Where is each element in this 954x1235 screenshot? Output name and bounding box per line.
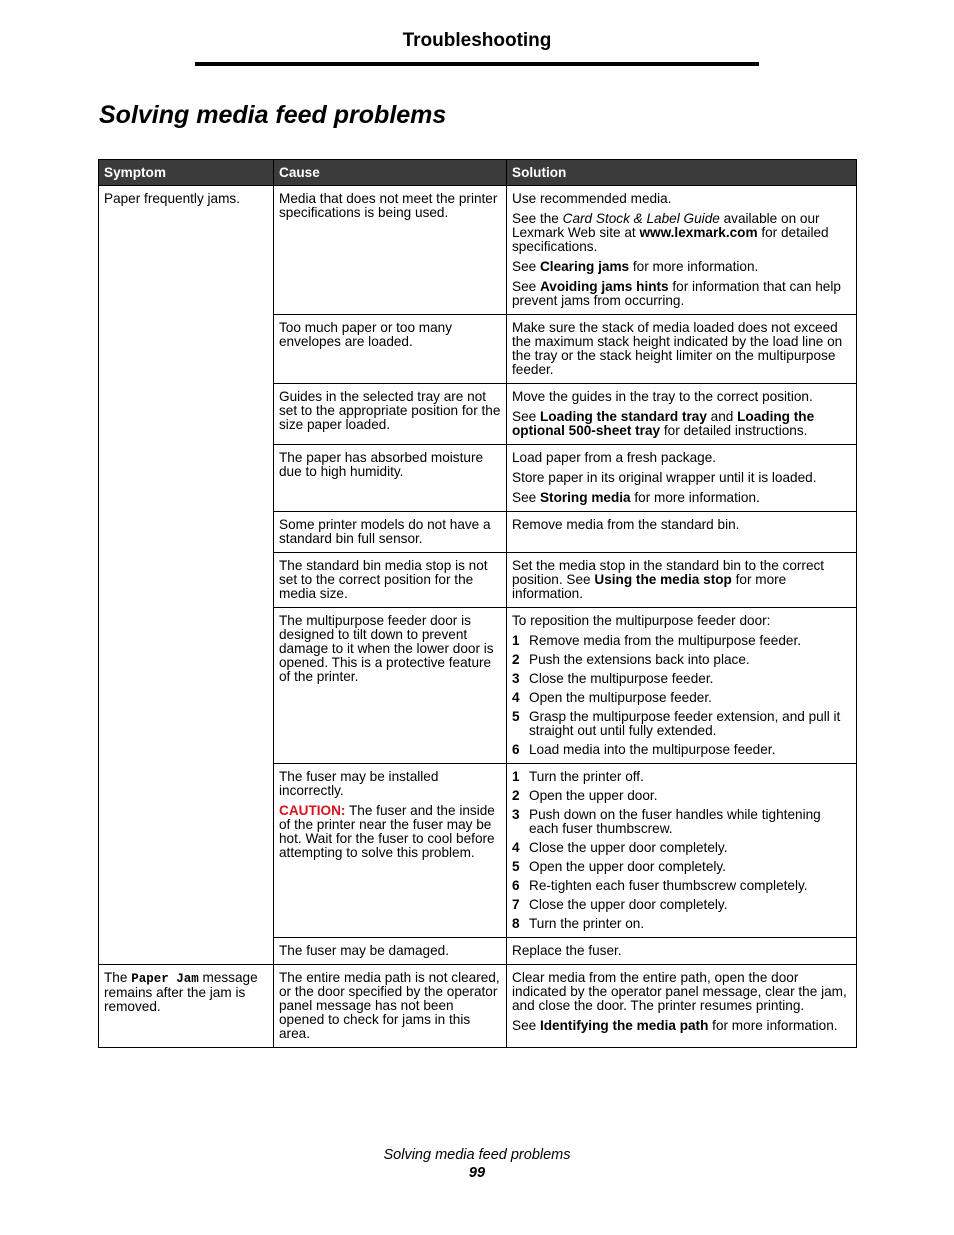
running-header: Troubleshooting — [402, 30, 552, 51]
cause-cell: Guides in the selected tray are not set to the appropriate position for the size paper loaded. — [274, 384, 507, 445]
list-item: 2 Open the upper door. — [512, 788, 658, 803]
solution-cell: Make sure the stack of media loaded does not exceed the maximum stack height indicated by the load line on the tray or the stack height limiter on the multipurpose feeder. — [507, 315, 857, 384]
list-item: 2 Push the extensions back into place. — [512, 652, 750, 667]
cross-reference-link[interactable]: Avoiding jams hints — [539, 279, 669, 294]
solution-intro: To reposition the multipurpose feeder door: — [512, 613, 771, 628]
solution-text: Use recommended media. — [512, 191, 672, 206]
cross-reference-link[interactable]: Storing media — [539, 490, 631, 505]
header-rule — [195, 62, 759, 66]
solution-cell: Remove media from the standard bin. — [507, 512, 857, 553]
cause-cell: The multipurpose feeder door is designed to tilt down to prevent damage to it when the lower door is opened. This is a protective feature of the printer. — [274, 608, 507, 764]
page-number: 99 — [468, 1165, 486, 1181]
list-item: 3 Push down on the fuser handles while tightening each fuser thumbscrew. — [512, 807, 821, 836]
solution-text: See the Card Stock & Label Guide available on our Lexmark Web site at www.lexmark.com for detailed specifications. — [512, 211, 829, 254]
caution-label: CAUTION: — [279, 803, 346, 818]
cross-reference-link[interactable]: Using the media stop — [594, 572, 732, 587]
cause-cell: Some printer models do not have a standard bin full sensor. — [274, 512, 507, 553]
page-title: Solving media feed problems — [99, 101, 447, 129]
list-item: 5 Grasp the multipurpose feeder extension, and pull it straight out until fully extended. — [512, 709, 841, 738]
solution-text: See Avoiding jams hints for information that can help prevent jams from occurring. — [512, 279, 841, 308]
symptom-cell: The Paper Jam message remains after the jam is removed. — [99, 965, 274, 1048]
list-item: 8 Turn the printer on. — [512, 916, 645, 931]
table-header-row — [99, 160, 857, 186]
solution-cell — [507, 384, 857, 445]
step-list — [512, 770, 851, 931]
solution-cell — [507, 764, 857, 938]
list-item: 3 Close the multipurpose feeder. — [512, 671, 714, 686]
solution-text: See Clearing jams for more information. — [512, 259, 759, 274]
solution-text: Load paper from a fresh package. — [512, 450, 717, 465]
cause-cell: Too much paper or too many envelopes are loaded. — [274, 315, 507, 384]
cross-reference-link[interactable]: Loading the standard tray — [539, 409, 707, 424]
solution-cell — [507, 965, 857, 1048]
solution-cell — [507, 608, 857, 764]
symptom-cell: Paper frequently jams. — [99, 186, 274, 965]
cross-reference-link[interactable]: Identifying the media path — [539, 1018, 709, 1033]
troubleshooting-table — [98, 159, 857, 1048]
header-symptom: Symptom — [99, 160, 274, 186]
step-list — [512, 634, 851, 757]
solution-cell — [507, 186, 857, 315]
cause-cell: Media that does not meet the printer specifications is being used. — [274, 186, 507, 315]
solution-cell — [507, 445, 857, 512]
guide-reference: Card Stock & Label Guide — [562, 211, 720, 226]
list-item: 4 Close the upper door completely. — [512, 840, 728, 855]
cross-reference-link[interactable]: Clearing jams — [539, 259, 630, 274]
list-item: 7 Close the upper door completely. — [512, 897, 728, 912]
header-solution: Solution — [507, 160, 857, 186]
cause-cell — [274, 764, 507, 938]
list-item: 1 Remove media from the multipurpose feeder. — [512, 633, 802, 648]
website-link[interactable]: www.lexmark.com — [639, 225, 758, 240]
cause-cell: The standard bin media stop is not set to the correct position for the media size. — [274, 553, 507, 608]
list-item: 6 Re-tighten each fuser thumbscrew completely. — [512, 878, 808, 893]
list-item: 5 Open the upper door completely. — [512, 859, 726, 874]
cause-cell: The fuser may be damaged. — [274, 938, 507, 965]
cause-cell: The entire media path is not cleared, or the door specified by the operator panel message has not been opened to check for jams in this area. — [274, 965, 507, 1048]
solution-cell: Replace the fuser. — [507, 938, 857, 965]
list-item: 1 Turn the printer off. — [512, 769, 644, 784]
list-item: 6 Load media into the multipurpose feeder. — [512, 742, 776, 757]
cross-reference-link[interactable]: Loading the optional 500-sheet tray — [512, 409, 815, 438]
message-code: Paper Jam — [131, 972, 199, 986]
solution-text: See Storing media for more information. — [512, 490, 760, 505]
caution-note: CAUTION: The fuser and the inside of the printer near the fuser may be hot. Wait for the fuser to cool before attempting to solve this problem. — [279, 803, 495, 860]
solution-text: See Loading the standard tray and Loading the optional 500-sheet tray for detailed instructions. — [512, 409, 815, 438]
footer-title: Solving media feed problems — [383, 1147, 571, 1163]
solution-cell: Set the media stop in the standard bin to the correct position. See Using the media stop for more information. — [507, 553, 857, 608]
table-row — [99, 186, 857, 315]
cause-cell: The paper has absorbed moisture due to high humidity. — [274, 445, 507, 512]
solution-text: Clear media from the entire path, open the door indicated by the operator panel message, clear the jam, and close the door. The printer resumes printing. — [512, 970, 847, 1013]
cause-text: The fuser may be installed incorrectly. — [279, 769, 439, 798]
table-row — [99, 965, 857, 1048]
header-cause: Cause — [274, 160, 507, 186]
list-item: 4 Open the multipurpose feeder. — [512, 690, 712, 705]
solution-text: Move the guides in the tray to the correct position. — [512, 389, 813, 404]
page-footer — [0, 1146, 954, 1182]
solution-text: See Identifying the media path for more information. — [512, 1018, 838, 1033]
solution-text: Store paper in its original wrapper until it is loaded. — [512, 470, 817, 485]
